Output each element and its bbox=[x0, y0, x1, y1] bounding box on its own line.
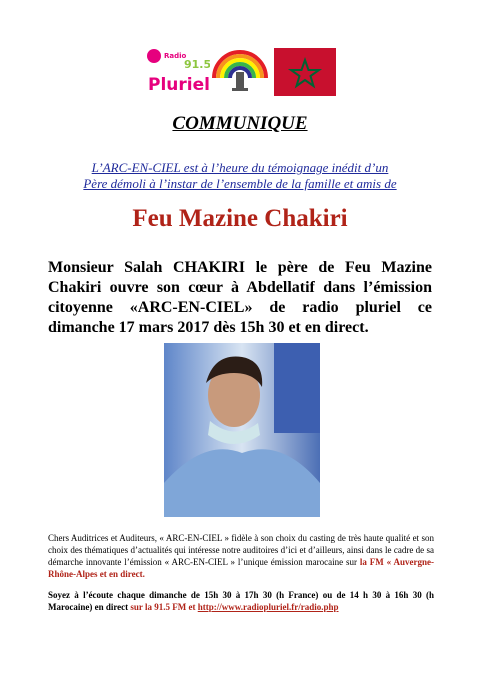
morocco-flag-icon bbox=[274, 48, 336, 96]
subtitle-line-2: Père démoli à l’instar de l’ensemble de la famille et amis de bbox=[83, 176, 397, 191]
radio-freq: 91.5 bbox=[184, 58, 210, 71]
listen-text: Soyez à l’écoute chaque dimanche de 15h 30 à 17h 30 (h France) ou de 14 h 30 à 16h 30 (h Marocaine) en direct bbox=[48, 590, 434, 612]
logo-row bbox=[0, 46, 480, 102]
listen-paragraph bbox=[48, 589, 434, 613]
announcement-paragraph: Monsieur Salah CHAKIRI le père de Feu Mazine Chakiri ouvre son cœur à Abdellatif dans l’émission citoyenne «ARC-EN-CIEL» de radio pluriel ce dimanche 17 mars 2017 dès 15h 30 et en direct. bbox=[48, 259, 432, 336]
body-paragraph bbox=[48, 532, 434, 580]
radio-url-link[interactable]: http://www.radiopluriel.fr/radio.php bbox=[197, 602, 339, 612]
subtitle bbox=[40, 160, 440, 192]
body-highlight: la FM « Auvergne-Rhône-Alpes et en direct. bbox=[48, 557, 434, 579]
page-title: COMMUNIQUE bbox=[172, 113, 308, 134]
subtitle-line-1: L’ARC-EN-CIEL est à l’heure du témoignage inédit d’un bbox=[91, 160, 389, 175]
radio-pluriel-logo bbox=[144, 46, 210, 98]
headline-name: Feu Mazine Chakiri bbox=[132, 205, 348, 232]
body-text: Chers Auditrices et Auditeurs, « ARC-EN-CIEL » fidèle à son choix du casting de très haute qualité et son choix des thématiques d’actualités qui intéresse notre auditoires d’ici et d’ailleurs, ainsi dans le cadre de sa démarche innovante l’émission « ARC-EN-CIEL » l’unique émission marocaine sur bbox=[48, 533, 434, 567]
listen-frequency: sur la 91.5 FM et bbox=[130, 602, 196, 612]
rainbow-logo-icon bbox=[210, 48, 270, 94]
radio-label: Radio bbox=[164, 52, 187, 60]
radio-name: Pluriel bbox=[148, 75, 210, 95]
portrait-photo bbox=[164, 343, 320, 517]
